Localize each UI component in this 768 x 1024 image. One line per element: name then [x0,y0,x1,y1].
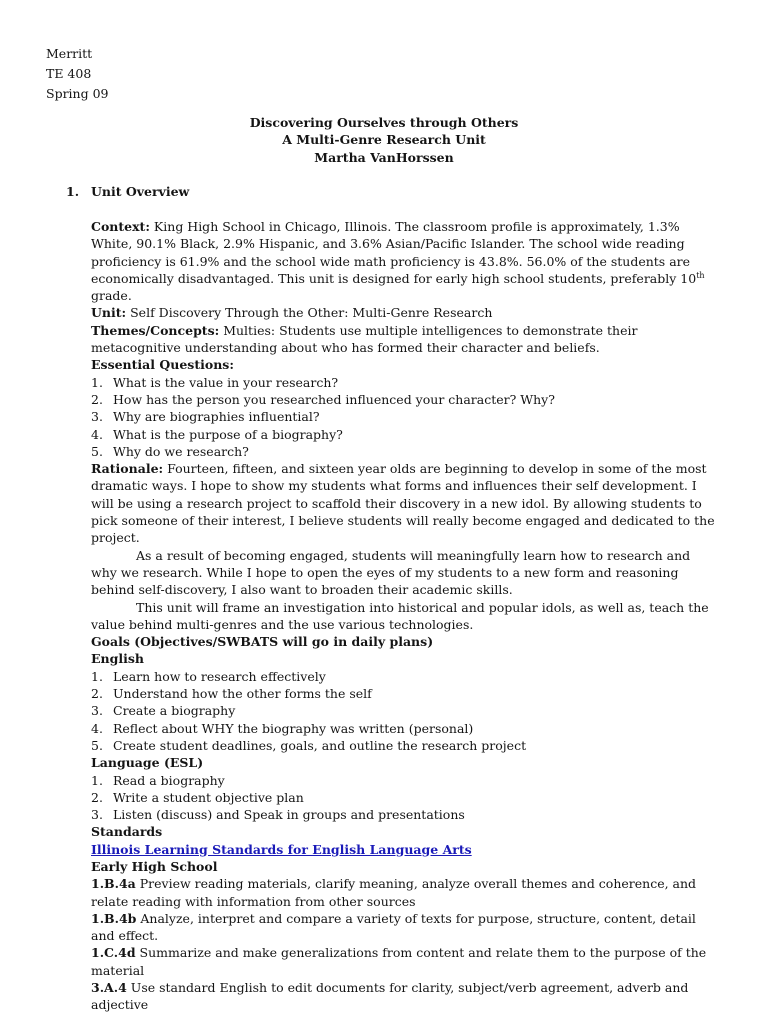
document-author: Martha VanHorssen [314,149,454,165]
illinois-standards-link[interactable]: Illinois Learning Standards for English Language Arts [91,841,472,857]
standard-text: Summarize and make generalizations from content and relate them to the purpose of the material [91,945,707,978]
themes-paragraph [91,322,719,357]
list-item [91,702,719,719]
list-item [91,720,719,737]
list-text: What is the purpose of a biography? [113,426,343,442]
standard-code: 3.A.4 [91,980,127,996]
list-item [91,685,719,702]
standard-item [91,875,719,910]
themes-text: Multies: Students use multiple intelligences to demonstrate their metacognitive understanding about who has formed their character and beliefs. [91,322,638,356]
list-number: 5. [91,737,103,753]
author-name: Merritt [46,46,93,61]
list-text: Learn how to research effectively [113,668,326,684]
context-text-end: grade. [91,288,132,304]
list-number: 2. [91,789,103,805]
rationale-paragraph [91,460,719,546]
list-text: Listen (discuss) and Speak in groups and presentations [113,807,465,823]
list-text: Understand how the other forms the self [113,686,372,702]
themes-label: Themes/Concepts: [91,322,220,338]
title-block [0,114,768,166]
list-number: 4. [91,720,103,736]
document-subtitle: A Multi-Genre Research Unit [282,132,486,148]
context-label: Context: [91,219,150,234]
list-text: Why are biographies influential? [113,409,320,425]
section-title: Unit Overview [91,184,190,199]
list-item [91,772,719,789]
list-number: 3. [91,409,103,425]
standards-label: Standards [91,824,163,840]
document-title: Discovering Ourselves through Others [249,115,519,130]
rationale-text: Fourteen, fifteen, and sixteen year olds are beginning to develop in some of the most dramatic ways. I hope to show my students what forms and influences their self development. I will be using a research project to scaffold their discovery in a new idol. By allowing students to pick someone of their interest, I believe students will really become engaged and dedicated to the project. [91,461,715,546]
essential-questions-list [91,374,719,460]
standards-list [91,875,719,1013]
standard-text: Preview reading materials, clarify meaning, analyze overall themes and coherence, and relate reading with information from other sources [91,876,697,909]
list-text: Why do we research? [113,443,249,459]
rationale-label: Rationale: [91,461,164,477]
list-number: 3. [91,807,103,823]
list-number: 2. [91,391,103,407]
standard-text: Analyze, interpret and compare a variety of texts for purpose, structure, content, detail and effect. [91,910,696,944]
list-text: Create student deadlines, goals, and outline the research project [113,737,527,753]
standard-item [91,944,719,979]
list-item [91,806,719,823]
english-goals-list [91,668,719,754]
standard-code: 1.C.4d [91,945,136,961]
context-paragraph [91,218,719,304]
essential-questions-label: Essential Questions: [91,357,234,373]
unit-text: Self Discovery Through the Other: Multi-Genre Research [126,305,493,321]
standard-code: 1.B.4a [91,876,136,892]
list-number: 1. [91,374,103,390]
term: Spring 09 [46,86,109,101]
list-number: 4. [91,426,103,442]
header-block [46,44,108,104]
list-text: Reflect about WHY the biography was written (personal) [113,720,474,736]
context-text: King High School in Chicago, Illinois. The classroom profile is approximately, 1.3% White, 90.1% Black, 2.9% Hispanic, and 3.6% Asian/Pacific Islander. The school wide reading proficiency is 61.9% and the school wide math proficiency is 43.8%. 56.0% of the students are economically disadvantaged. This unit is designed for early high school students, preferably 10 [91,219,697,286]
list-text: Read a biography [113,772,225,788]
list-item [91,668,719,685]
unit-paragraph [91,304,719,321]
standard-text: Use standard English to edit documents for clarity, subject/verb agreement, adverb and adjective [91,980,689,1013]
context-superscript: th [696,270,705,280]
list-number: 3. [91,703,103,719]
list-item [91,737,719,754]
goals-heading: Goals (Objectives/SWBATS will go in daily plans) [91,634,434,650]
list-text: How has the person you researched influenced your character? Why? [113,391,555,407]
language-label: Language (ESL) [91,755,204,771]
list-item [91,426,719,443]
list-number: 5. [91,443,103,459]
list-item [91,374,719,391]
list-number: 1. [91,772,103,788]
list-text: Write a student objective plan [113,789,304,805]
standard-item [91,910,719,945]
standards-level: Early High School [91,858,218,874]
english-label: English [91,651,144,667]
course-code: TE 408 [46,66,92,81]
standards-link-line [91,841,719,858]
list-item [91,789,719,806]
list-number: 2. [91,686,103,702]
unit-label: Unit: [91,305,127,321]
section-number: 1. [66,184,80,199]
standard-code: 1.B.4b [91,910,137,926]
rationale-paragraph-3: This unit will frame an investigation into historical and popular idols, as well as, teach the value behind multi-genres and the use various technologies. [91,599,709,632]
list-text: What is the value in your research? [113,374,339,390]
list-item [91,408,719,425]
list-number: 1. [91,668,103,684]
standard-item [91,979,719,1014]
unit-overview-content [91,218,719,1014]
list-text: Create a biography [113,703,236,719]
section-heading [66,183,189,200]
list-item [91,443,719,460]
language-goals-list [91,772,719,824]
rationale-paragraph-2: As a result of becoming engaged, students will meaningfully learn how to research and why we research. While I hope to open the eyes of my students to a new form and reasoning behind self-discovery, I also want to broaden their academic skills. [91,547,691,598]
list-item [91,391,719,408]
